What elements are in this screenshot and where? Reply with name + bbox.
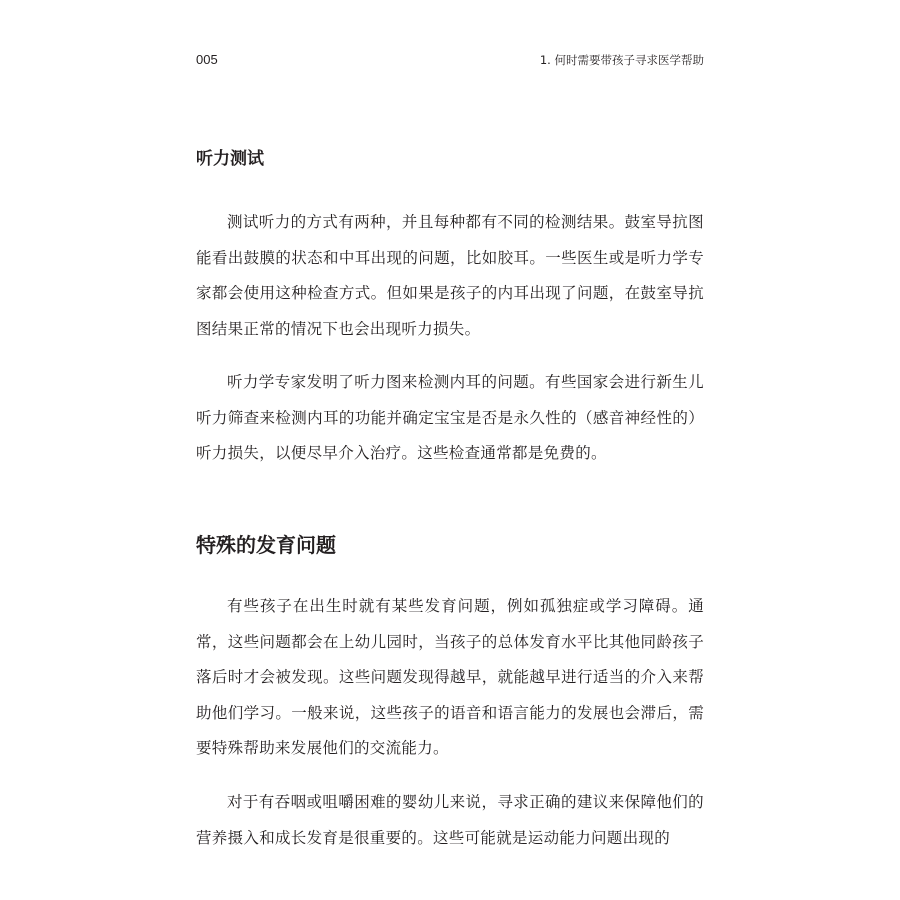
paragraph-development-1: 有些孩子在出生时就有某些发育问题，例如孤独症或学习障碍。通常，这些问题都会在上幼儿园时，当孩子的总体发育水平比其他同龄孩子落后时才会被发现。这些问题发现得越早，就能越早进行适当的介入来帮助他们学习。一般来说，这些孩子的语音和语言能力的发展也会滞后，需要特殊帮助来发展他们的交流能力。 [196,597,704,757]
paragraph-hearing-1: 测试听力的方式有两种，并且每种都有不同的检测结果。鼓室导抗图能看出鼓膜的状态和中耳出现的问题，比如胶耳。一些医生或是听力学专家都会使用这种检查方式。但如果是孩子的内耳出现了问题，在鼓室导抗图结果正常的情况下也会出现听力损失。 [196,213,704,338]
running-head: 1. 何时需要带孩子寻求医学帮助 [539,53,704,67]
section-heading-hearing-test: 听力测试 [196,149,264,169]
section-heading-special-development: 特殊的发育问题 [196,533,336,557]
page-number: 005 [196,52,218,67]
paragraph-development-2: 对于有吞咽或咀嚼困难的婴幼儿来说，寻求正确的建议来保障他们的营养摄入和成长发育是很重要的。这些可能就是运动能力问题出现的 [196,793,704,847]
paragraph-hearing-2: 听力学专家发明了听力图来检测内耳的问题。有些国家会进行新生儿听力筛查来检测内耳的功能并确定宝宝是否是永久性的（感音神经性的）听力损失，以便尽早介入治疗。这些检查通常都是免费的。 [196,373,704,462]
